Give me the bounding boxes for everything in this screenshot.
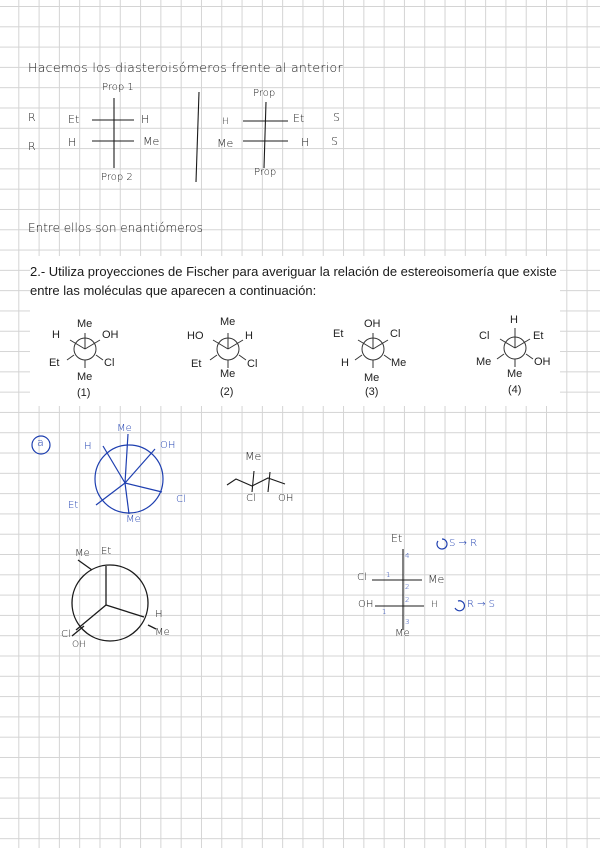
fi-p5: 2	[405, 596, 410, 604]
fi-row2-left: OH	[358, 599, 374, 610]
question-text: 2.- Utiliza proyecciones de Fischer para averiguar la relación de estereoisomería que existe entre las moléculas que aparecen a continuación:	[30, 264, 557, 298]
bn-left: H	[84, 441, 92, 452]
fi-row1-left: Cl	[357, 572, 367, 583]
n3-back-left: H	[341, 357, 349, 369]
fi-bottom: Me	[395, 628, 410, 639]
n3-front-left: Et	[333, 328, 344, 340]
n2-number: (2)	[220, 386, 234, 398]
sn-right1: H	[155, 609, 163, 620]
n1-front-right: OH	[102, 329, 119, 341]
n3-back-right: Me	[391, 357, 407, 369]
n1-back-bottom: Me	[77, 371, 93, 383]
n4-back-bottom: Me	[507, 368, 523, 380]
right-row1-config: S	[333, 111, 340, 124]
left-row1-right: H	[141, 113, 150, 126]
n2-back-left: Et	[191, 358, 202, 370]
fi-row2-right: H	[431, 600, 438, 610]
n2-front-left: HO	[187, 330, 204, 342]
right-row2-left: Me	[217, 137, 234, 150]
n1-number: (1)	[77, 387, 91, 399]
n3-front-right: Cl	[390, 328, 401, 340]
fi-p1: 4	[405, 552, 410, 560]
right-row2-right: H	[301, 136, 310, 149]
notes-heading: Hacemos los diasteroisómeros frente al anterior	[28, 60, 343, 75]
n1-front-top: Me	[77, 318, 93, 330]
n3-number: (3)	[365, 386, 379, 398]
bn-right: OH	[160, 440, 176, 451]
n2-back-right: Cl	[247, 358, 258, 370]
fi-p6: 3	[405, 618, 410, 626]
fi-top: Et	[391, 532, 403, 545]
right-row2-config: S	[331, 135, 338, 148]
zz-sub1: Cl	[246, 493, 256, 504]
right-row1-right: Et	[293, 112, 305, 125]
conclusion-text: Entre ellos son enantiómeros	[28, 221, 203, 235]
fi-row1-right: Me	[428, 573, 445, 586]
part-a-label: a	[37, 436, 44, 449]
fi-note2: R → S	[467, 599, 496, 610]
n2-back-bottom: Me	[220, 368, 236, 380]
right-bottom-label: Prop	[254, 167, 277, 178]
n4-number: (4)	[508, 384, 522, 396]
n1-front-left: H	[52, 329, 60, 341]
n4-back-left: Me	[476, 356, 492, 368]
sn-top-left: Me	[75, 548, 90, 559]
fi-p2: 1	[386, 571, 391, 579]
left-top-label: Prop 1	[102, 82, 134, 93]
left-row1-config: R	[28, 111, 36, 124]
left-bottom-label: Prop 2	[101, 172, 133, 183]
bn-bottom-right: Cl	[176, 494, 186, 505]
n2-front-top: Me	[220, 316, 236, 328]
zz-top: Me	[245, 450, 262, 463]
sn-right2: Me	[155, 627, 170, 638]
n4-front-right: Et	[533, 330, 544, 342]
left-row1-left: Et	[68, 113, 80, 126]
n2-front-right: H	[245, 330, 253, 342]
n1-back-right: Cl	[104, 357, 115, 369]
fi-p3: 2	[405, 583, 410, 591]
bn-bottom-left: Et	[68, 500, 79, 511]
left-row2-right: Me	[143, 135, 160, 148]
fi-p4: 1	[382, 608, 387, 616]
sn-left2: OH	[72, 640, 86, 650]
bn-top: Me	[117, 423, 132, 434]
zz-sub2: OH	[278, 493, 294, 504]
n4-back-right: OH	[534, 356, 551, 368]
right-row1-left: H	[222, 117, 229, 127]
sn-top-right: Et	[101, 546, 112, 557]
n4-front-left: Cl	[479, 330, 490, 342]
n4-front-top: H	[510, 314, 518, 326]
left-row2-config: R	[28, 140, 36, 153]
bn-bottom: Me	[126, 514, 141, 525]
sn-left1: Cl	[61, 629, 71, 640]
n1-back-left: Et	[49, 357, 60, 369]
n3-front-top: OH	[364, 318, 381, 330]
left-row2-left: H	[68, 136, 77, 149]
right-top-label: Prop	[253, 88, 276, 99]
fi-note1: S → R	[449, 538, 478, 549]
n3-back-bottom: Me	[364, 372, 380, 384]
